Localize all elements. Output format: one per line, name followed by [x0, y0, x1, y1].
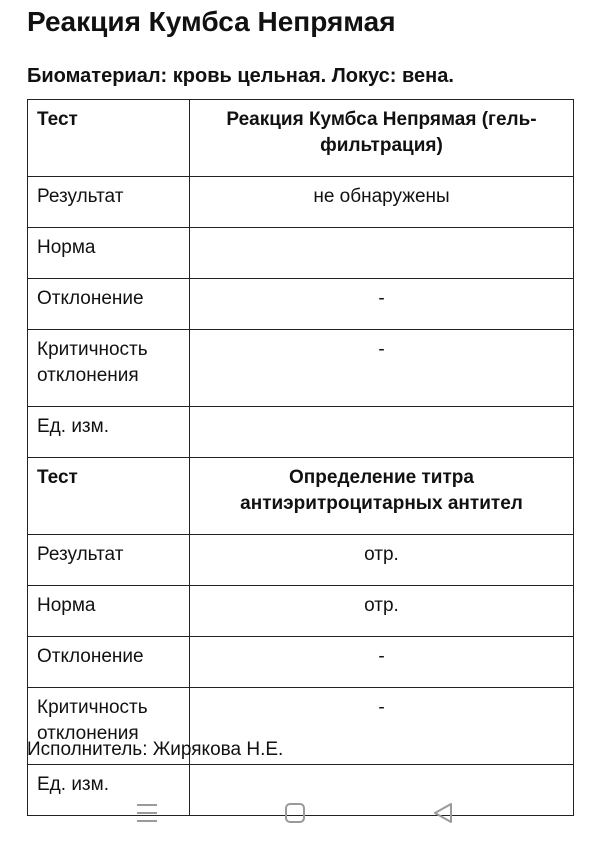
row-label-deviation: Отклонение [28, 637, 190, 688]
test-header-label: Тест [28, 458, 190, 535]
row-label-unit: Ед. изм. [28, 407, 190, 458]
row-label-result: Результат [28, 177, 190, 228]
test-header-row [28, 100, 574, 177]
page-title: Реакция Кумбса Непрямая [27, 6, 396, 37]
menu-button[interactable] [117, 790, 177, 835]
row-value-criticality: - [190, 330, 574, 407]
executor-text: Исполнитель: Жирякова Н.Е. [27, 739, 284, 760]
table-row [28, 228, 574, 279]
row-label-norm: Норма [28, 228, 190, 279]
row-label-criticality: Критичность отклонения [28, 330, 190, 407]
test-name: Реакция Кумбса Непрямая (гель-фильтрация) [190, 100, 574, 177]
table-row [28, 279, 574, 330]
test-name: Определение титра антиэритроцитарных антител [190, 458, 574, 535]
back-button[interactable] [413, 790, 473, 835]
row-value-norm [190, 228, 574, 279]
table-row [28, 586, 574, 637]
test-header-row [28, 458, 574, 535]
results-table [27, 99, 574, 816]
row-value-norm: отр. [190, 586, 574, 637]
table-row [28, 330, 574, 407]
row-label-deviation: Отклонение [28, 279, 190, 330]
row-value-criticality: - [190, 688, 574, 765]
row-label-result: Результат [28, 535, 190, 586]
test-header-label: Тест [28, 100, 190, 177]
row-label-criticality: Критичность отклонения [28, 688, 190, 765]
menu-icon [135, 802, 159, 824]
row-label-norm: Норма [28, 586, 190, 637]
table-row [28, 535, 574, 586]
row-value-unit [190, 407, 574, 458]
biomaterial-subtitle: Биоматериал: кровь цельная. Локус: вена. [27, 65, 454, 87]
table-row [28, 637, 574, 688]
row-value-result: отр. [190, 535, 574, 586]
row-label-unit: Ед. изм. [28, 765, 190, 816]
back-icon [432, 802, 454, 824]
row-value-deviation: - [190, 279, 574, 330]
home-icon [284, 802, 306, 824]
row-value-deviation: - [190, 637, 574, 688]
table-row [28, 177, 574, 228]
table-row [28, 407, 574, 458]
home-button[interactable] [265, 790, 325, 835]
system-nav-bar [0, 790, 600, 835]
row-value-result: не обнаружены [190, 177, 574, 228]
